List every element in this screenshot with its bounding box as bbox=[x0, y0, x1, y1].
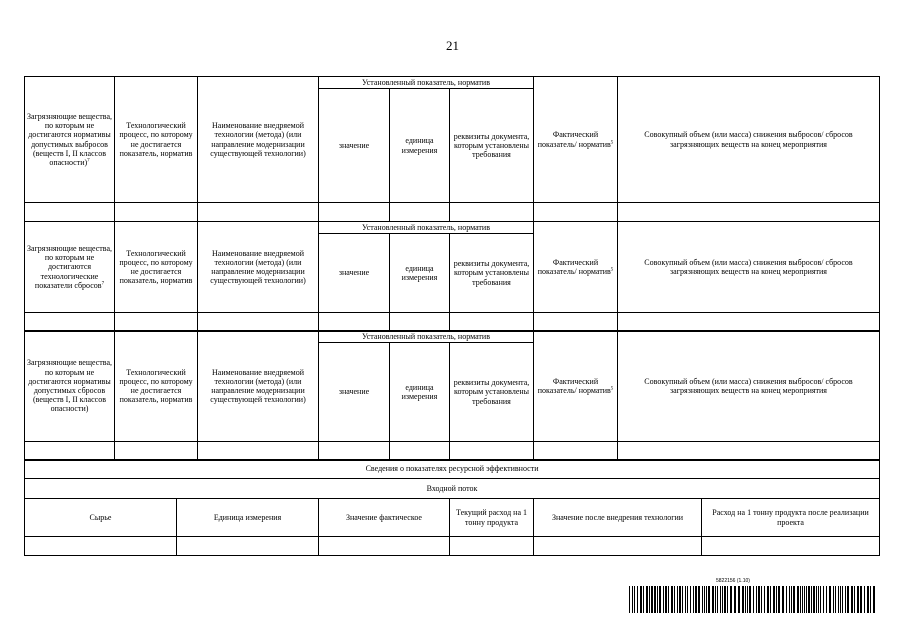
table-cell[interactable] bbox=[198, 442, 319, 461]
pollutant-emissions-table bbox=[24, 76, 880, 222]
table-cell[interactable] bbox=[702, 537, 880, 556]
header-unit: единица измерения bbox=[390, 343, 450, 442]
table-cell[interactable] bbox=[198, 313, 319, 332]
barcode bbox=[629, 586, 879, 613]
header-established-indicator: Установленный показатель, норматив bbox=[319, 222, 534, 234]
header-established-indicator: Установленный показатель, норматив bbox=[319, 77, 534, 89]
table-cell[interactable] bbox=[534, 203, 618, 222]
col-unit: Единица измерения bbox=[177, 499, 319, 537]
col-actual-value: Значение фактическое bbox=[319, 499, 450, 537]
header-actual-indicator: Фактический показатель/ норматив$^5$ bbox=[534, 331, 618, 442]
table-cell[interactable] bbox=[115, 442, 198, 461]
header-unit: единица измерения bbox=[390, 234, 450, 313]
table-cell[interactable] bbox=[618, 442, 880, 461]
table-cell[interactable] bbox=[450, 203, 534, 222]
barcode-number: 5822156 (1.10) bbox=[716, 578, 750, 584]
table-cell[interactable] bbox=[450, 537, 534, 556]
resource-efficiency-table bbox=[24, 459, 880, 556]
header-value: значение bbox=[319, 343, 390, 442]
header-actual-indicator: Фактический показатель/ норматив$^5$ bbox=[534, 222, 618, 313]
table-cell[interactable] bbox=[198, 203, 319, 222]
header-technology-name: Наименование внедряемой технологии (метода) (или направление модернизации существующей технологии) bbox=[198, 331, 319, 442]
header-established-indicator: Установленный показатель, норматив bbox=[319, 331, 534, 343]
header-requisites: реквизиты документа, которым установлены требования bbox=[450, 343, 534, 442]
table-cell[interactable] bbox=[177, 537, 319, 556]
header-technology-name: Наименование внедряемой технологии (метода) (или направление модернизации существующей технологии) bbox=[198, 222, 319, 313]
table-cell[interactable] bbox=[319, 442, 390, 461]
header-tech-process: Технологический процесс, по которому не достигается показатель, норматив bbox=[115, 222, 198, 313]
table-cell[interactable] bbox=[25, 203, 115, 222]
header-tech-process: Технологический процесс, по которому не достигается показатель, норматив bbox=[115, 331, 198, 442]
table-cell[interactable] bbox=[319, 313, 390, 332]
header-unit: единица измерения bbox=[390, 89, 450, 203]
header-value: значение bbox=[319, 89, 390, 203]
table-cell[interactable] bbox=[618, 313, 880, 332]
col-consumption-after: Расход на 1 тонну продукта после реализации проекта bbox=[702, 499, 880, 537]
header-requisites: реквизиты документа, которым установлены требования bbox=[450, 89, 534, 203]
header-tech-process: Технологический процесс, по которому не достигается показатель, норматив bbox=[115, 77, 198, 203]
header-total-reduction: Совокупный объем (или масса) снижения выбросов/ сбросов загрязняющих веществ на конец мероприятия bbox=[618, 331, 880, 442]
header-pollutants: Загрязняющие вещества, по которым не достигаются технологические показатели сбросов$^7$ bbox=[25, 222, 115, 313]
header-requisites: реквизиты документа, которым установлены требования bbox=[450, 234, 534, 313]
table-cell[interactable] bbox=[319, 203, 390, 222]
table-cell[interactable] bbox=[25, 442, 115, 461]
page-number: 21 bbox=[446, 38, 459, 53]
col-current-consumption: Текущий расход на 1 тонну продукта bbox=[450, 499, 534, 537]
pollutant-discharges-tech-table bbox=[24, 221, 880, 332]
header-value: значение bbox=[319, 234, 390, 313]
table-cell[interactable] bbox=[450, 442, 534, 461]
header-pollutants: Загрязняющие вещества, по которым не достигаются нормативы допустимых сбросов (веществ I, II классов опасности) bbox=[25, 331, 115, 442]
header-actual-indicator: Фактический показатель/ норматив$^5$ bbox=[534, 77, 618, 203]
table-cell[interactable] bbox=[450, 313, 534, 332]
table-cell[interactable] bbox=[534, 537, 702, 556]
header-total-reduction: Совокупный объем (или масса) снижения выбросов/ сбросов загрязняющих веществ на конец мероприятия bbox=[618, 77, 880, 203]
header-total-reduction: Совокупный объем (или масса) снижения выбросов/ сбросов загрязняющих веществ на конец мероприятия bbox=[618, 222, 880, 313]
table-cell[interactable] bbox=[25, 313, 115, 332]
table-cell[interactable] bbox=[534, 313, 618, 332]
table-cell[interactable] bbox=[25, 537, 177, 556]
resource-efficiency-title: Сведения о показателях ресурсной эффективности bbox=[25, 460, 880, 479]
table-cell[interactable] bbox=[534, 442, 618, 461]
table-cell[interactable] bbox=[390, 203, 450, 222]
table-cell[interactable] bbox=[618, 203, 880, 222]
table-cell[interactable] bbox=[390, 313, 450, 332]
col-value-after: Значение после внедрения технологии bbox=[534, 499, 702, 537]
table-cell[interactable] bbox=[390, 442, 450, 461]
header-technology-name: Наименование внедряемой технологии (метода) (или направление модернизации существующей технологии) bbox=[198, 77, 319, 203]
header-pollutants: Загрязняющие вещества, по которым не достигаются нормативы допустимых выбросов (веществ I, II классов опасности)$^7$ bbox=[25, 77, 115, 203]
pollutant-discharges-norm-table bbox=[24, 330, 880, 461]
table-cell[interactable] bbox=[115, 203, 198, 222]
table-cell[interactable] bbox=[115, 313, 198, 332]
col-raw-material: Сырье bbox=[25, 499, 177, 537]
input-flow-title: Входной поток bbox=[25, 479, 880, 499]
table-cell[interactable] bbox=[319, 537, 450, 556]
